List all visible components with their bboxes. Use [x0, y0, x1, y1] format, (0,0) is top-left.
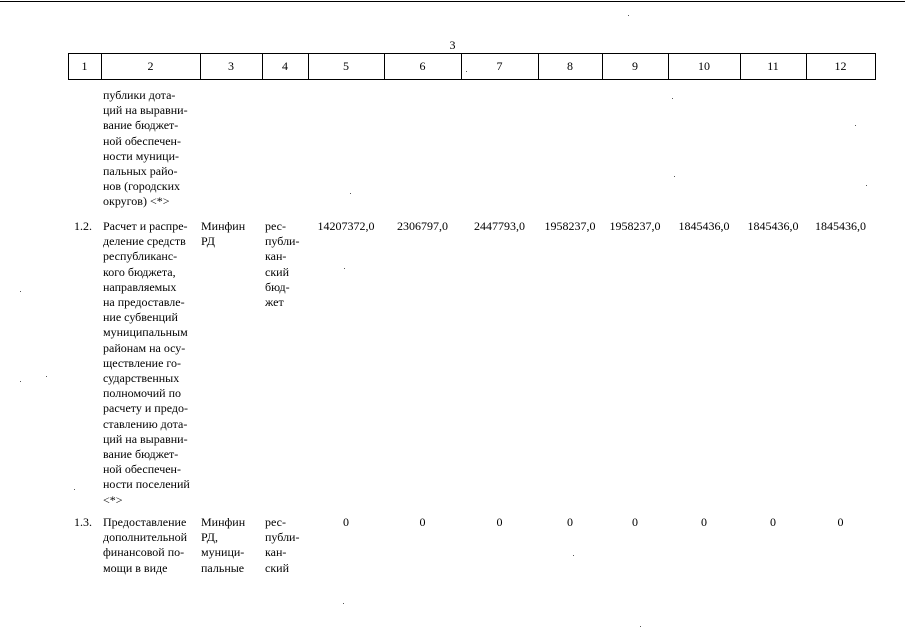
- value-col-8: 1958237,0: [544, 219, 596, 233]
- text-line: на предоставле-: [103, 295, 185, 310]
- text-line: публи-: [265, 234, 300, 249]
- text-line: мощи в виде: [103, 560, 168, 575]
- header-col-1: 1: [81, 59, 88, 73]
- text-line: дополнительной: [103, 530, 188, 545]
- text-line: ществление го-: [103, 355, 182, 370]
- scan-speck: [672, 98, 673, 99]
- text-line: вание бюджет-: [103, 118, 179, 133]
- text-line: ский: [265, 560, 289, 575]
- header-col-8: 8: [567, 59, 573, 73]
- value-col-8: 0: [567, 515, 573, 529]
- value-col-9: 1958237,0: [609, 219, 661, 233]
- text-line: публи-: [265, 530, 300, 545]
- text-line: бюд-: [265, 279, 290, 294]
- header-col-5: 5: [343, 59, 349, 73]
- value-col-5: 0: [343, 515, 349, 529]
- row-executor: [201, 515, 261, 576]
- text-line: деление средств: [103, 234, 186, 249]
- scan-speck: [343, 603, 344, 604]
- text-line: расчету и предо-: [103, 401, 188, 416]
- scan-speck: [20, 381, 21, 382]
- value-col-10: 1845436,0: [678, 219, 730, 233]
- text-line: полномочий по: [103, 386, 182, 401]
- value-col-7: 0: [496, 515, 503, 529]
- text-line: Минфин: [201, 219, 246, 233]
- continuation-description: [103, 88, 197, 210]
- scan-speck: [855, 125, 856, 126]
- text-line: муници-: [201, 545, 245, 560]
- text-line: кого бюджета,: [103, 264, 176, 279]
- scan-speck: [20, 291, 21, 292]
- text-line: муниципальным: [103, 325, 188, 340]
- value-col-11: 0: [770, 515, 776, 529]
- header-col-4: 4: [282, 59, 288, 73]
- header-col-7: 7: [496, 59, 503, 73]
- text-line: Минфин: [201, 515, 246, 529]
- text-line: ной обеспечен-: [103, 462, 181, 477]
- text-line: ности муници-: [103, 148, 179, 163]
- text-line: ной обеспечен-: [103, 133, 181, 148]
- scan-speck: [866, 185, 867, 186]
- page-number: 3: [449, 38, 456, 52]
- text-line: пальных райо-: [103, 164, 178, 179]
- text-line: вание бюджет-: [103, 447, 179, 462]
- text-line: ций на выравни-: [103, 103, 188, 118]
- value-col-7: 2447793,0: [474, 219, 525, 233]
- text-line: округов) <*>: [103, 194, 170, 209]
- value-col-12: 0: [837, 515, 844, 529]
- row-description: [103, 515, 197, 576]
- text-line: кан-: [265, 545, 287, 560]
- header-bottom-border: [68, 79, 876, 80]
- header-col-9: 9: [632, 59, 638, 73]
- text-line: ский: [265, 264, 289, 279]
- text-line: нов (городских: [103, 179, 181, 194]
- text-line: республиканс-: [103, 249, 178, 264]
- text-line: финансовой по-: [103, 545, 185, 560]
- text-line: РД,: [201, 530, 218, 545]
- scan-speck: [573, 555, 574, 556]
- text-line: направляемых: [103, 279, 177, 294]
- scan-speck: [350, 193, 351, 194]
- header-col-3: 3: [228, 59, 234, 73]
- row-executor: [201, 219, 261, 249]
- scan-speck: [466, 71, 467, 72]
- text-line: РД: [201, 234, 215, 249]
- header-col-12: 12: [834, 59, 847, 73]
- row-number: 1.2.: [74, 219, 92, 233]
- text-line: публики дота-: [103, 88, 176, 102]
- value-col-6: 0: [419, 515, 426, 529]
- value-col-5: 14207372,0: [317, 219, 375, 233]
- value-col-11: 1845436,0: [747, 219, 799, 233]
- text-line: рес-: [265, 219, 286, 233]
- text-line: ности поселений: [103, 477, 190, 492]
- scan-speck: [46, 376, 47, 377]
- value-col-12: 1845436,0: [815, 219, 866, 233]
- text-line: ставлению дота-: [103, 416, 188, 431]
- header-col-6: 6: [419, 59, 426, 73]
- header-col-11: 11: [767, 59, 779, 73]
- scan-speck: [674, 176, 675, 177]
- text-line: ние субвенций: [103, 310, 178, 325]
- text-line: жет: [265, 295, 284, 310]
- scan-top-edge: [0, 1, 905, 2]
- row-funding-source: [265, 515, 307, 576]
- text-line: <*>: [103, 492, 123, 507]
- scan-speck: [74, 489, 75, 490]
- value-col-9: 0: [632, 515, 638, 529]
- text-line: районам на осу-: [103, 340, 186, 355]
- scan-speck: [628, 15, 629, 16]
- value-col-10: 0: [701, 515, 707, 529]
- header-col-2: 2: [147, 59, 154, 73]
- text-line: Расчет и распре-: [103, 219, 188, 233]
- row-description: [103, 219, 197, 508]
- text-line: сударственных: [103, 371, 180, 386]
- text-line: рес-: [265, 515, 286, 529]
- scan-speck: [640, 626, 641, 627]
- row-funding-source: [265, 219, 307, 310]
- value-col-6: 2306797,0: [397, 219, 448, 233]
- text-line: кан-: [265, 249, 287, 264]
- text-line: ций на выравни-: [103, 431, 188, 446]
- row-number: 1.3.: [74, 515, 92, 529]
- header-col-10: 10: [698, 59, 710, 73]
- text-line: Предоставление: [103, 515, 187, 529]
- text-line: пальные: [201, 560, 245, 575]
- scan-speck: [344, 268, 345, 269]
- header-divider: [875, 53, 876, 80]
